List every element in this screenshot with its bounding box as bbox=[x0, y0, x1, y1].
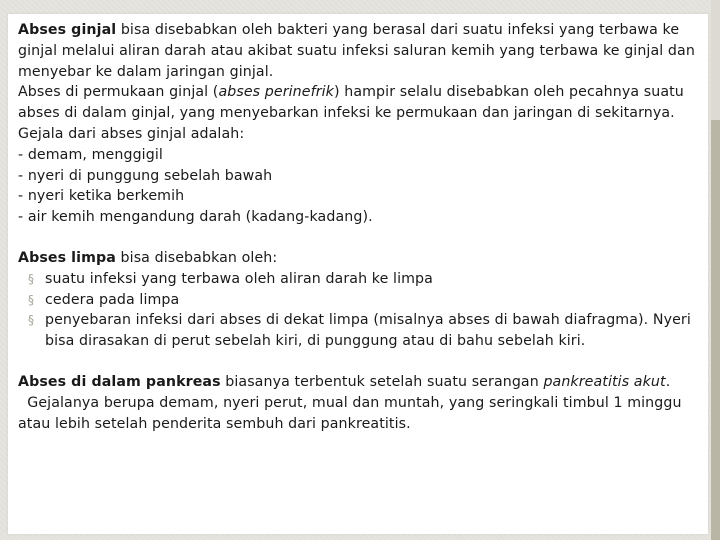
pankreas-symptoms: Gejalanya berupa demam, nyeri perut, mual dan muntah, yang seringkali timbul 1 minggu atau lebih setelah penderita sembuh dari pankreatitis. bbox=[18, 394, 687, 432]
list-item bbox=[28, 310, 708, 352]
ginjal-term: Abses ginjal bbox=[18, 22, 117, 38]
list-item bbox=[28, 290, 708, 311]
ginjal-paragraph bbox=[18, 20, 708, 82]
symptom-item: - demam, menggigil bbox=[18, 146, 163, 163]
accent-bar bbox=[711, 120, 720, 540]
list-item-text: penyebaran infeksi dari abses di dekat limpa (misalnya abses di bawah diafragma). Nyeri bisa dirasakan di perut sebelah kiri, di punggung atau di bahu sebelah kiri. bbox=[45, 312, 691, 350]
section-abses-limpa bbox=[18, 248, 708, 352]
perinefrik-term: abses perinefrik bbox=[218, 84, 334, 101]
limpa-causes-list bbox=[18, 269, 708, 352]
pankreas-term: Abses di dalam pankreas bbox=[18, 373, 221, 390]
section-gap bbox=[18, 228, 708, 248]
section-gap bbox=[18, 352, 708, 372]
pankreas-period: . bbox=[665, 373, 671, 390]
square-bullet-icon: § bbox=[28, 292, 35, 307]
perinefrik-paragraph bbox=[18, 82, 708, 124]
list-item-text: cedera pada limpa bbox=[45, 291, 180, 308]
symptom-item: - air kemih mengandung darah (kadang-kadang). bbox=[18, 209, 373, 226]
perinefrik-post: ) hampir selalu disebabkan oleh pecahnya suatu abses di dalam ginjal, yang menyebarkan infeksi ke permukaan dan jaringan di sekitarnya. bbox=[18, 84, 684, 122]
symptom-item: - nyeri ketika berkemih bbox=[18, 188, 185, 205]
pankreatitis-term: pankreatitis akut bbox=[543, 373, 666, 390]
section-abses-pankreas bbox=[18, 372, 708, 434]
list-item bbox=[28, 269, 708, 290]
list-item-text: suatu infeksi yang terbawa oleh aliran darah ke limpa bbox=[45, 270, 433, 287]
symptoms-heading: Gejala dari abses ginjal adalah: bbox=[18, 125, 245, 142]
pankreas-paragraph bbox=[18, 372, 708, 393]
perinefrik-pre: Abses di permukaan ginjal ( bbox=[18, 84, 219, 101]
limpa-term: Abses limpa bbox=[18, 249, 116, 266]
accent-bar-top bbox=[711, 0, 720, 120]
limpa-intro bbox=[18, 248, 708, 269]
ginjal-text: bisa disebabkan oleh bakteri yang berasal dari suatu infeksi yang terbawa ke ginjal melalui aliran darah atau akibat suatu infeksi saluran kemih yang terbawa ke ginjal dan menyebar ke dalam jaringan ginjal. bbox=[18, 22, 695, 80]
section-abses-ginjal bbox=[18, 20, 708, 228]
pankreas-text: biasanya terbentuk setelah suatu serangan bbox=[220, 373, 544, 390]
slide-content bbox=[18, 20, 708, 434]
square-bullet-icon: § bbox=[28, 313, 35, 328]
limpa-text: bisa disebabkan oleh: bbox=[115, 249, 278, 266]
square-bullet-icon: § bbox=[28, 271, 35, 286]
symptom-item: - nyeri di punggung sebelah bawah bbox=[18, 167, 273, 184]
